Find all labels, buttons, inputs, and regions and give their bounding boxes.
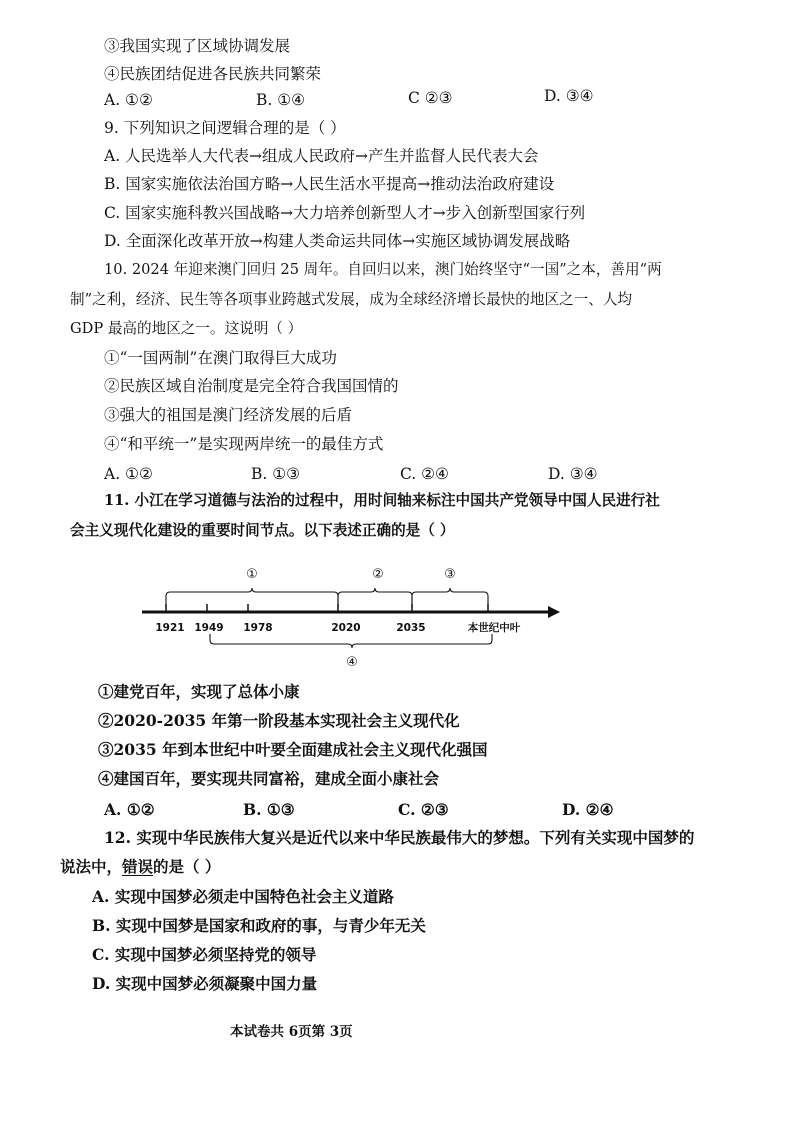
tick-label-mid-century: 本世纪中叶 bbox=[467, 622, 521, 634]
q12-choice-c: C. 实现中国梦必须坚持党的领导 bbox=[92, 945, 317, 964]
q12-choice-d: D. 实现中国梦必须凝聚中国力量 bbox=[92, 974, 318, 993]
brace-1 bbox=[166, 588, 338, 608]
q11-statement-1: ①建党百年，实现了总体小康 bbox=[98, 682, 300, 701]
timeline-arrowhead bbox=[548, 606, 560, 618]
tick-label-2020: 2020 bbox=[331, 622, 361, 634]
q12-wrong-emphasis: 错误 bbox=[122, 857, 154, 876]
q12-stem-suffix: 的是（ ） bbox=[153, 857, 221, 876]
brace-label-2: ② bbox=[372, 567, 384, 582]
page-footer: 本试卷共 6页第 3页 bbox=[230, 1024, 353, 1040]
q10-option-d: D. ③④ bbox=[548, 465, 598, 483]
brace-label-4: ④ bbox=[346, 655, 358, 670]
q12-choice-a: A. 实现中国梦必须走中国特色社会主义道路 bbox=[92, 887, 394, 906]
q10-stem-line-3: GDP 最高的地区之一。这说明（ ） bbox=[70, 320, 303, 337]
q11-statement-3: ③2035 年到本世纪中叶要全面建成社会主义现代化强国 bbox=[98, 740, 488, 759]
q11-option-d: D. ②④ bbox=[562, 800, 614, 819]
q8-statement-4: ④民族团结促进各民族共同繁荣 bbox=[104, 65, 322, 83]
q11-option-c: C. ②③ bbox=[398, 800, 449, 819]
q11-statement-4: ④建国百年，要实现共同富裕，建成全面小康社会 bbox=[98, 769, 440, 788]
tick-label-1921: 1921 bbox=[155, 622, 185, 634]
q9-choice-c: C. 国家实施科教兴国战略→大力培养创新型人才→步入创新型国家行列 bbox=[104, 204, 586, 222]
q12-stem-line-1: 12. 实现中华民族伟大复兴是近代以来中华民族最伟大的梦想。下列有关实现中国梦的 bbox=[104, 828, 695, 847]
q10-stem-line-1: 10. 2024 年迎来澳门回归 25 周年。自回归以来，澳门始终坚守“一国”之本，善用“两 bbox=[104, 261, 662, 278]
q11-option-a: A. ①② bbox=[104, 800, 155, 819]
q8-option-d: D. ③④ bbox=[544, 87, 594, 105]
q10-option-c: C. ②④ bbox=[400, 465, 449, 483]
q12-stem-prefix: 说法中， bbox=[60, 857, 123, 876]
q11-statement-2: ②2020-2035 年第一阶段基本实现社会主义现代化 bbox=[98, 711, 460, 730]
tick-label-1978: 1978 bbox=[243, 622, 273, 634]
q9-choice-b: B. 国家实施依法治国方略→人民生活水平提高→推动法治政府建设 bbox=[104, 175, 555, 193]
q8-option-c: C ②③ bbox=[408, 89, 453, 107]
q9-stem: 9. 下列知识之间逻辑合理的是（ ） bbox=[104, 119, 346, 137]
brace-4 bbox=[210, 634, 492, 648]
q10-stem-line-2: 制”之利，经济、民生等各项事业跨越式发展，成为全球经济增长最快的地区之一、人均 bbox=[70, 291, 633, 308]
q9-choice-d: D. 全面深化改革开放→构建人类命运共同体→实施区域协调发展战略 bbox=[104, 232, 571, 250]
tick-label-2035: 2035 bbox=[396, 622, 426, 634]
q9-choice-a: A. 人民选举人大代表→组成人民政府→产生并监督人民代表大会 bbox=[104, 147, 539, 165]
q8-statement-3: ③我国实现了区域协调发展 bbox=[104, 37, 291, 55]
q10-statement-2: ②民族区域自治制度是完全符合我国国情的 bbox=[104, 377, 399, 395]
q11-stem-line-1: 11. 小江在学习道德与法治的过程中，用时间轴来标注中国共产党领导中国人民进行社 bbox=[104, 492, 660, 509]
brace-2 bbox=[338, 588, 412, 608]
q8-option-b: B. ①④ bbox=[256, 91, 306, 109]
q10-statement-1: ①“一国两制”在澳门取得巨大成功 bbox=[104, 349, 337, 367]
brace-label-3: ③ bbox=[444, 567, 456, 582]
brace-label-1: ① bbox=[246, 567, 258, 582]
timeline-diagram bbox=[130, 558, 570, 676]
tick-label-1949: 1949 bbox=[194, 622, 224, 634]
q12-choice-b: B. 实现中国梦是国家和政府的事，与青少年无关 bbox=[92, 916, 426, 935]
q8-option-a: A. ①② bbox=[104, 91, 153, 109]
q10-statement-3: ③强大的祖国是澳门经济发展的后盾 bbox=[104, 406, 353, 424]
q11-stem-line-2: 会主义现代化建设的重要时间节点。以下表述正确的是（ ） bbox=[70, 522, 455, 539]
q11-option-b: B. ①③ bbox=[243, 800, 295, 819]
q10-option-b: B. ①③ bbox=[251, 465, 301, 483]
q10-option-a: A. ①② bbox=[104, 465, 153, 483]
q12-stem-line-2 bbox=[60, 857, 220, 877]
brace-3 bbox=[412, 588, 488, 608]
q10-statement-4: ④“和平统一”是实现两岸统一的最佳方式 bbox=[104, 435, 384, 453]
